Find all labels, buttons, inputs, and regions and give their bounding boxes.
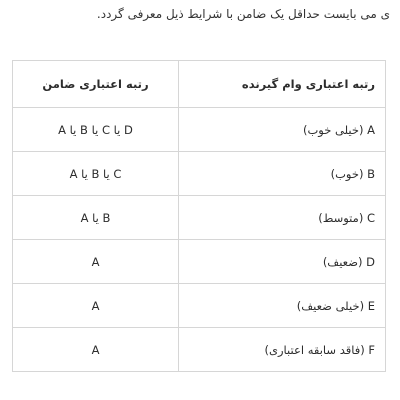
table-row <box>13 284 386 328</box>
header-guarantor-rating: رتبه اعتباری ضامن <box>13 61 179 108</box>
table-row <box>13 328 386 372</box>
guarantor-rating-cell: A <box>13 240 179 284</box>
borrower-rating-cell: C (متوسط) <box>179 196 386 240</box>
table-row <box>13 108 386 152</box>
guarantor-rating-cell: B یا A <box>13 196 179 240</box>
credit-rating-table <box>12 60 386 372</box>
table-row <box>13 196 386 240</box>
borrower-rating-cell: E (خیلی ضعیف) <box>179 284 386 328</box>
guarantor-rating-cell: D یا C یا B یا A <box>13 108 179 152</box>
header-borrower-rating: رتبه اعتباری وام گیرنده <box>179 61 386 108</box>
borrower-rating-cell: D (ضعیف) <box>179 240 386 284</box>
guarantor-rating-cell: A <box>13 284 179 328</box>
table-row <box>13 152 386 196</box>
guarantor-rating-cell: A <box>13 328 179 372</box>
intro-text: ی می بایست حداقل یک ضامن با شرایط ذیل معرفی گردد. <box>96 7 390 21</box>
table-header-row <box>13 61 386 108</box>
guarantor-rating-cell: C یا B یا A <box>13 152 179 196</box>
borrower-rating-cell: A (خیلی خوب) <box>179 108 386 152</box>
table-row <box>13 240 386 284</box>
borrower-rating-cell: F (فاقد سابقه اعتباری) <box>179 328 386 372</box>
borrower-rating-cell: B (خوب) <box>179 152 386 196</box>
